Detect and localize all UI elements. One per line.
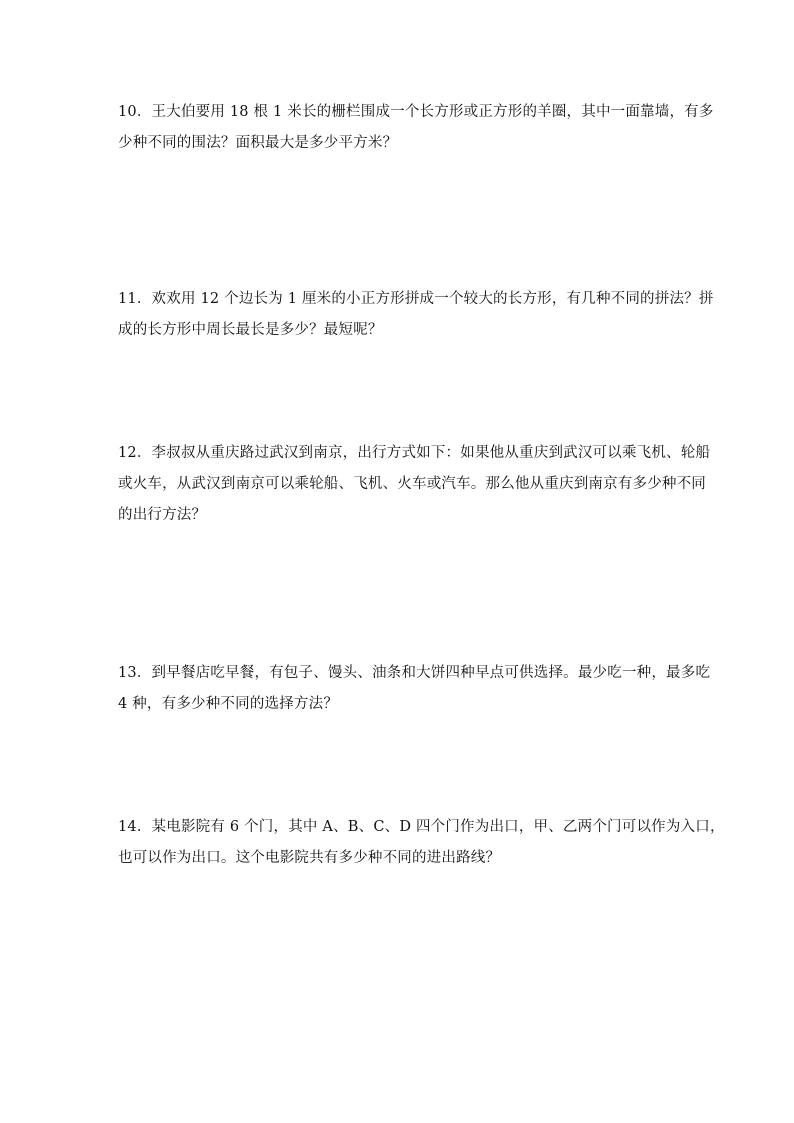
question-13-line-2: 4 种，有多少种不同的选择方法？ [118, 696, 339, 712]
question-12-line-2: 或火车，从武汉到南京可以乘轮船、飞机、火车或汽车。那么他从重庆到南京有多少种不同 [118, 476, 706, 492]
question-12-line-3: 的出行方法？ [118, 507, 207, 523]
question-12 [118, 438, 711, 531]
question-10-line-1: 10．王大伯要用 18 根 1 米长的栅栏围成一个长方形或正方形的羊圈，其中一面靠墙，有多 [118, 104, 714, 120]
question-11-line-2: 成的长方形中周长最长是多少？最短呢？ [118, 322, 383, 338]
question-12-line-1: 12．李叔叔从重庆路过武汉到南京，出行方式如下：如果他从重庆到武汉可以乘飞机、轮船 [118, 445, 711, 461]
question-14 [118, 812, 725, 874]
question-10-line-2: 少种不同的围法？面积最大是多少平方米？ [118, 135, 398, 151]
question-13-line-1: 13．到早餐店吃早餐，有包子、馒头、油条和大饼四种早点可供选择。最少吃一种，最多吃 [118, 665, 711, 681]
question-13 [118, 658, 711, 720]
question-11 [118, 284, 714, 346]
question-14-line-2: 也可以作为出口。这个电影院共有多少种不同的进出路线？ [118, 850, 501, 866]
question-10 [118, 97, 714, 159]
question-11-line-1: 11．欢欢用 12 个边长为 1 厘米的小正方形拼成一个较大的长方形，有几种不同的拼法？拼 [118, 291, 714, 307]
question-14-line-1: 14．某电影院有 6 个门，其中 A、B、C、D 四个门作为出口，甲、乙两个门可以作为入口， [118, 819, 725, 835]
